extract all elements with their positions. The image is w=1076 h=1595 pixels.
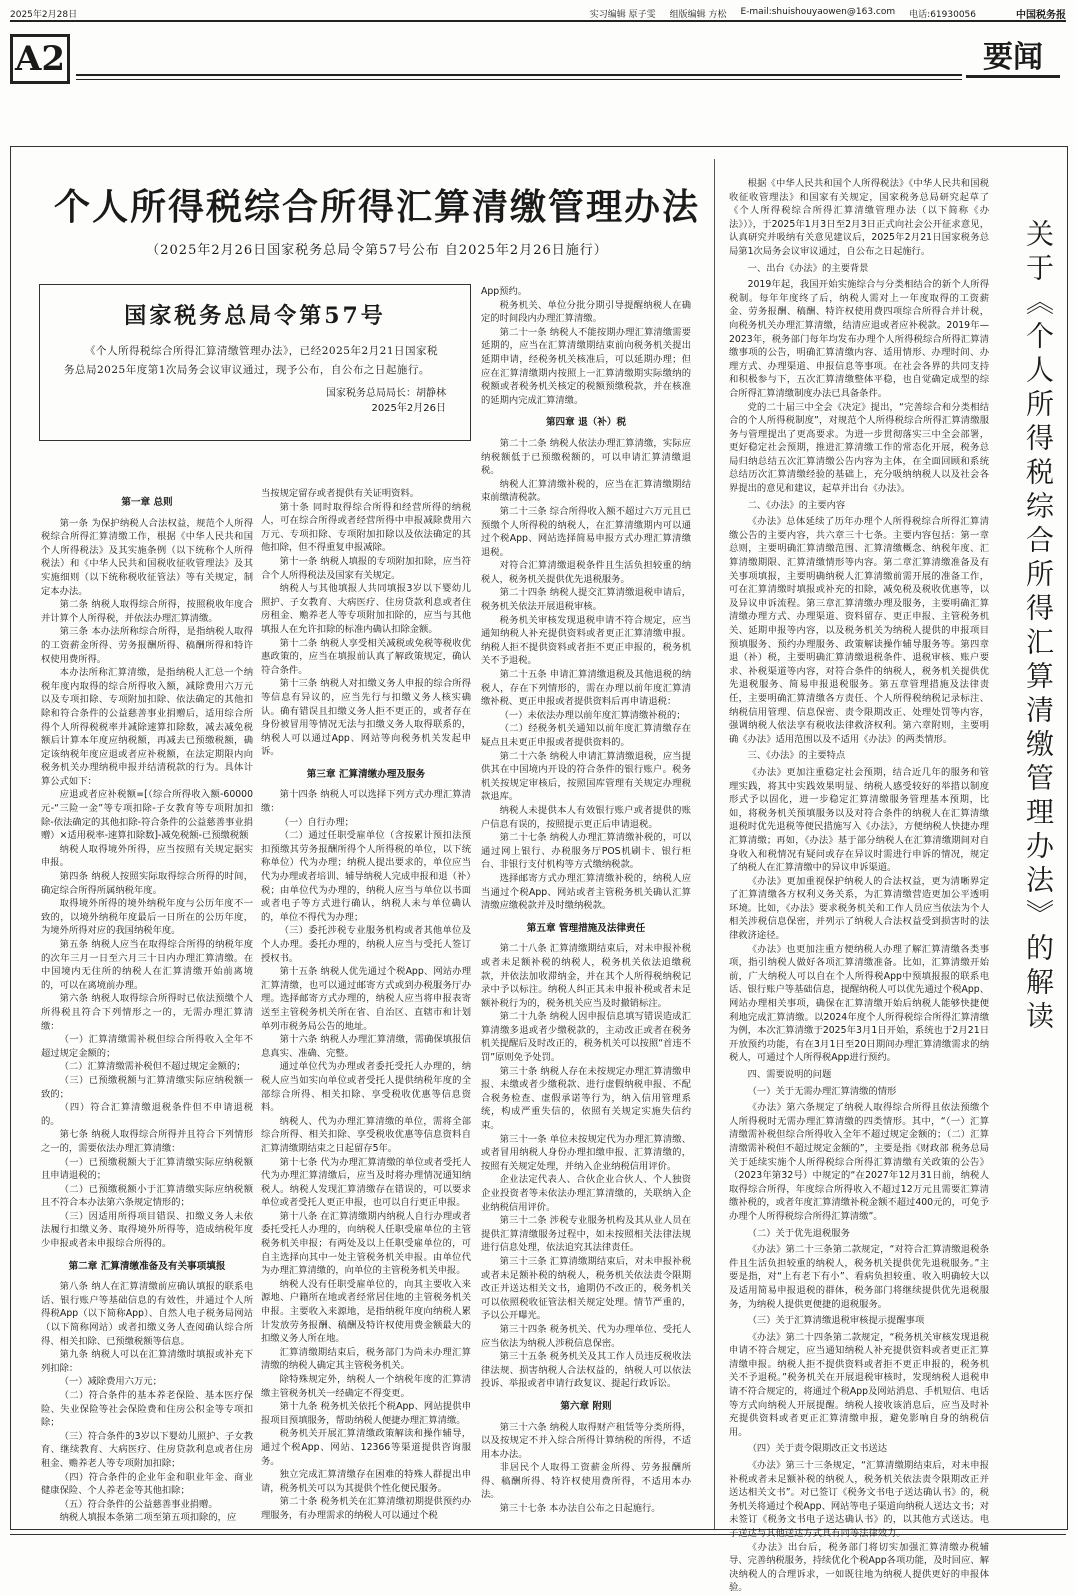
page-header [10,26,1066,90]
list-item: （五）符合条件的公益慈善事业捐赠。 [59,1498,218,1510]
article-paragraph: 第十六条 纳税人办理汇算清缴，需确保填报信息真实、准确、完整。 [261,1034,471,1059]
list-item: （二）经税务机关通知以前年度汇算清缴存在疑点且未更正申报或者提供资料的。 [481,723,691,748]
list-item: （二）已预缴税额小于汇算清缴实际应纳税额且不符合本办法第六条规定情形的； [41,1183,253,1209]
article-paragraph: 第三十五条 税务机关及其工作人员违反税收法律法规、损害纳税人合法权益的，纳税人可以依法投诉、举报或者申请行政复议、提起行政诉讼。 [481,1351,691,1390]
interp-paragraph: 《办法》第二十三条第二款规定，“对符合汇算清缴退税条件且生活负担较重的纳税人，税务机关提供优先退税服务。”主要是指，对“上有老下有小”、看病负担较重、收入明确较大以及适用简易申报退税的群体，税务部门将继续提供优先退税服务，为纳税人提供更便捷的退税服务。 [729,1244,989,1310]
article-paragraph: 纳税人汇算清缴补税的，应当在汇算清缴期结束前缴清税款。 [481,478,691,504]
article-subtitle: （2025年2月26日国家税务总局令第57号公布 自2025年2月26日施行） [146,243,608,258]
interp-paragraph: 《办法》第六条规定了纳税人取得综合所得且依法预缴个人所得税时无需办理汇算清缴的四类情形。其中，“（一）汇算清缴需补税但综合所得收入全年不超过规定金额的；（二）汇算清缴需补税但不超过规定金额的”，主要是指《财政部 税务总局关于延续实施个人所得税综合所得汇算清缴有关政策的公告》（2023年第32号）中规定的“在2027年12月31日前，纳税人取得综合所得，年度综合所得收入不超过12万元且需要汇算清缴补税的，或者年度汇算清缴补税金额不超过400元的，可免予办理个人所得税综合所得汇算清缴”。 [729,1102,989,1222]
order-signature [64,386,446,416]
list-item: （三）委托涉税专业服务机构或者其他单位及个人办理。委托办理的，纳税人应当与受托人签订授权书。 [261,925,471,964]
interpretation-column [729,177,989,1594]
chapter-heading: 第五章 管理措施及法律责任 [526,922,646,934]
header-rule [76,74,962,80]
chapter-heading: 第二章 汇算清缴准备及有关事项填报 [68,1260,226,1272]
article-paragraph: 税务机关审核发现退税申请不符合规定，应当通知纳税人补充提供资料或者更正汇算清缴申报。纳税人拒不提供资料或者拒不更正申报的，税务机关不予退税。 [481,614,691,667]
article-paragraph: 第二十五条 申请汇算清缴退税及其他退税的纳税人，存在下列情形的，需在办理以前年度汇算清缴补税、更正申报或者提供资料后再申请退税： [481,669,691,708]
article-paragraph: 第十九条 税务机关依托个税App、网站提供申报项目预填服务，帮助纳税人便捷办理汇算清缴。 [261,1401,471,1426]
list-item: （一）汇算清缴需补税但综合所得收入全年不超过规定金额的； [41,1034,253,1059]
interp-paragraph: 《办法》第二十四条第二款规定，“税务机关审核发现退税申请不符合规定，应当通知纳税人补充提供资料或者更正汇算清缴申报。纳税人拒不提供资料或者拒不更正申报的，税务机关不予退税。”税务机关在开展退税审核时，发现纳税人退税申请不符合规定的，将通过个税App及网站消息、手机短信、电话等方式向纳税人开展提醒。纳税人接收该消息后，应当及时补充提供资料或者更正汇算清缴申报，避免影响自身的纳税信用。 [729,1331,989,1438]
interp-paragraph: 《办法》也更加注重方便纳税人办理了解汇算清缴各类事项，指引纳税人做好各项汇算清缴准备。比如，汇算清缴开始前，广大纳税人可以自在个人所得税App中预填报报的联系电话、银行账户等基础信息，提醒纳税人可以优先通过个税App、网站办理相关事项，确保在汇算清缴开始后纳税人能够快捷便利地完成汇算清缴。以2024年度个人所得税综合所得汇算清缴为例，本次汇算清缴于2025年3月1日开始，系统也于2月21日开放预约功能，有在3月1日至20日期间办理汇算清缴需求的纳税人，可通过个人所得税App进行预约。 [729,943,989,1064]
article-paragraph: 纳税人填报本条第二项至第五项扣除的，应 [59,1512,237,1524]
list-item: （三）符合条件的3岁以下婴幼儿照护、子女教育、继续教育、大病医疗、住房贷款利息或者住房租金、赡养老人等专项附加扣除； [41,1430,253,1469]
article-paragraph: 第三十一条 单位未按规定代为办理汇算清缴、或者冒用纳税人身份办理扣缴申报、汇算清缴的，按照有关规定处理，并纳入企业纳税信用评价。 [481,1133,691,1172]
interp-subheading: （二）关于优先退税服务 [747,1227,850,1239]
order-heading: 国家税务总局令第57号 [124,303,386,329]
regulation-column-1 [41,487,253,1524]
order-date: 2025年2月26日 [371,403,446,414]
interpretation-title: 关于《个人所得税综合所得汇算清缴管理办法》的解读 [1022,219,1055,1035]
article-paragraph: 第八条 纳人在汇算清缴前应确认填报的联系电话、银行账户等基础信息的有效性，并通过个人所得税App（以下简称App）、自然人电子税务局网站（以下简称网站）或者扣缴义务人查阅确认综合所得、相关扣除、已预缴税额等信息。 [41,1281,253,1347]
designer-credit: 组版编辑 方松 [669,9,727,20]
article-paragraph: 纳税人、代为办理汇算清缴的单位，需将全部综合所得、相关扣除、享受税收优惠等信息资料自汇算清缴期结束之日起留存5年。 [261,1115,471,1154]
article-paragraph: 纳税人取得境外所得，应当按照有关规定据实申报。 [41,843,253,869]
list-item: （二）通过任职受雇单位（含按累计预扣法预扣预缴其劳务报酬所得个人所得税的单位，以下统称单位）代为办理；纳税人提出要求的，单位应当代为办理或者培训、辅导纳税人完成申报和退（补）税；由单位代为办理的，纳税人应当与单位以书面或者电子等方式进行确认，纳税人未与单位确认的，单位不得代为办理； [261,830,471,923]
article-paragraph: 第三十四条 税务机关、代为办理单位、受托人应当依法为纳税人涉税信息保密。 [481,1323,691,1349]
list-item: （四）符合条件的企业年金和职业年金、商业健康保险、个人养老金等其他扣除； [41,1471,253,1497]
editor-credit: 实习编辑 原子雯 [589,9,656,20]
article-paragraph: 通过单位代为办理或者委托受托人办理的，纳税人应当如实向单位或者受托人提供纳税年度的全部综合所得、相关扣除、享受税收优惠等信息资料。 [261,1061,471,1114]
order-box [39,284,471,441]
interp-subheading: （三）关于汇算清缴退税审核提示提醒事项 [747,1315,925,1327]
interp-subheading: （四）关于责令限期改正文书送达 [747,1443,888,1455]
article-paragraph: 第三十条 纳税人存在未按规定办理汇算清缴申报、未缴或者少缴税款、进行虚假纳税申报、不配合税务检查、虚假承诺等行为，纳入信用管理系统，构成严重失信的，依照有关规定实施失信约束。 [481,1065,691,1132]
article-paragraph: 非居民个人取得工资薪金所得、劳务报酬所得、稿酬所得、特许权使用费所得，不适用本办法。 [481,1462,691,1501]
column-divider [714,159,715,1529]
article-paragraph: 第二十八条 汇算清缴期结束后，对未申报补税或者未足额补税的纳税人，税务机关依法追缴税款，并依法加收滞纳金，并在其个人所得税纳税记录中予以标注。纳税人纠正其未申报补税或者未足额补税行为的，税务机关应当及时撤销标注。 [481,943,691,1009]
article-paragraph: 汇算清缴期结束后，税务部门为尚未办理汇算清缴的纳税人确定其主管税务机关。 [261,1346,471,1372]
article-paragraph: 除特殊规定外，纳税人一个纳税年度的汇算清缴主管税务机关一经确定不得变更。 [261,1374,471,1399]
interp-heading: 四、需要说明的问题 [747,1069,832,1080]
article-paragraph: 第十二条 纳税人享受相关减税或免税等税收优惠政策的，应当在填报前认真了解政策规定，确认符合条件。 [261,637,471,676]
article-paragraph: 第二十七条 纳税人办理汇算清缴补税的，可以通过网上银行、办税服务厅POS机刷卡、银行柜台、非银行支付机构等方式缴纳税款。 [481,832,691,871]
article-paragraph: 第九条 纳税人可以在汇算清缴时填报或补充下列扣除： [41,1349,253,1374]
article-paragraph: 第十三条 纳税人对扣缴义务人申报的综合所得等信息有异议的，应当先行与扣缴义务人核实确认。确有错误且扣缴义务人拒不更正的，或者存在身份被冒用等情况无法与扣缴义务人取得联系的，纳税人可以通过App、网站等向税务机关发起申诉。 [261,678,471,758]
article-frame [10,146,1068,1594]
regulation-column-3 [481,285,691,1517]
list-item: （二）符合条件的基本养老保险、基本医疗保险、失业保险等社会保险费和住房公积金等专项扣除； [41,1390,253,1429]
interp-paragraph: 《办法》第三十三条规定，“汇算清缴期结束后，对未申报补税或者未足额补税的纳税人，税务机关依法责令限期改正并送达相关文书”。对已签订《税务文书电子送达确认书》的，税务机关将通过个税App、网站等电子渠道向纳税人送达文书；对未签订《税务文书电子送达确认书》的，以其他方式送达。电子送达与其他送达方式具有同等法律效力。 [729,1460,989,1539]
interp-paragraph: 《办法》更加注重稳定社会预期，结合近几年的服务和管理实践，将其中实践效果明显、纳税人感受较好的举措以制度形式予以固化，进一步稳定汇算清缴服务管理基本预期，比如，将税务机关预填服务以及对符合条件的纳税人在汇算清缴退税时优先退税等便民措施写入《办法》，方便纳税人快捷办理汇算清缴；再如，《办法》基于部分纳税人在汇算清缴期间对自身收入和税情况有疑问或存在异议时需进行申诉的情况，规定了纳税人在汇算清缴中的异议申诉渠道。 [729,766,989,874]
interp-heading: 一、出台《办法》的主要背景 [747,262,869,274]
article-paragraph: 第三十七条 本办法自公布之日起施行。 [499,1503,661,1515]
article-paragraph: 第二十四条 纳税人提交汇算清缴退税申请后，税务机关依法开展退税审核。 [481,587,691,613]
list-item: （一）减除费用六万元； [59,1376,162,1388]
article-paragraph: 第十八条 在汇算清缴期内纳税人自行办理或者委托受托人办理的，向纳税人任职受雇单位的主管税务机关申报；有两处及以上任职受雇单位的，可自主选择向其中一处主管税务机关申报。由单位代为办理汇算清缴的，向单位的主管税务机关申报。 [261,1210,471,1277]
article-title: 个人所得税综合所得汇算清缴管理办法 [53,186,700,228]
article-paragraph: 当按规定留存或者提供有关证明资料。 [261,488,420,499]
interp-paragraph: 根据《中华人民共和国个人所得税法》《中华人民共和国税收征收管理法》和国家有关规定，国家税务总局研究起草了《个人所得税综合所得汇算清缴管理办法（以下简称《办法》）》，于2025年1月3日至2月3日正式向社会公开征求意见，认真研究并吸纳有关意见建议后，2025年2月21日国家税务总局第1次局务会议审议通过，自公布之日起施行。 [729,178,989,257]
interp-paragraph: 《办法》总体延续了历年办理个人所得税综合所得汇算清缴公告的主要内容，共六章三十七条。主要内容包括：第一章总则，主要明确汇算清缴范围、汇算清缴概念、纳税年度、汇算清缴期限、汇算清缴情形等内容。第二章汇算清缴准备及有关事项填报，主要明确纳税人汇算清缴前需开展的准备工作，可在汇算清缴时填报或补充的扣除，减免税及税收优惠等，以及异议申诉流程。第三章汇算清缴办理及服务，主要明确汇算清缴办理方式、办理渠道、资料留存、更正申报、主管税务机关、延期申报等内容，以及税务机关为纳税人提供的申报项目预填服务、预约办理服务、政策解读操作辅导服务等。第四章退（补）税，主要明确汇算清缴退税条件、退税审核、账户要求、补税渠道等内容，对符合条件的纳税人，税务机关提供优先退税服务、简易申报退税服务。第五章管理措施及法律责任，主要明确汇算清缴各方责任、个人所得税纳税记录标注、纳税信用管理、信息保密、责令限期改正、处理处罚等内容，强调纳税人依法享有税收法律救济权利。第六章附则，主要明确《办法》适用范围以及不适用《办法》的两类情形。 [729,516,989,745]
article-paragraph: 独立完成汇算清缴存在困难的特殊人群提出申请，税务机关可以为其提供个性化便民服务。 [261,1469,471,1494]
interp-paragraph: 2019年起，我国开始实施综合与分类相结合的新个人所得税制。每年年度终了后，纳税人需对上一年度取得的工资薪金、劳务报酬、稿酬、特许权使用费四项综合所得合并计税，向税务机关办理汇算清缴，结清应退或者应补税款。2019年—2023年，税务部门每年均发布办理个人所得税综合所得汇算清缴事项的公告，明确汇算清缴内容、适用情形、办理时间、办理方式、办理渠道、申报信息等事项。在社会各界的共同支持和积极参与下，五次汇算清缴整体平稳，也自觉确定成型的综合所得汇算清缴制度办法已具备条件。 [729,279,989,399]
chapter-heading: 第四章 退（补）税 [545,417,627,429]
chapter-heading: 第三章 汇算清缴办理及服务 [306,768,426,780]
chapter-heading: 第六章 附则 [560,1400,612,1412]
article-paragraph: 第二十三条 综合所得收入额不超过六万元且已预缴个人所得税的纳税人，在汇算清缴期内可以通过个税App、网站选择简易申报方式办理汇算清缴退税。 [481,505,691,558]
article-paragraph: 第十五条 纳税人优先通过个税App、网站办理汇算清缴，也可以通过邮寄方式或到办税服务厅办理。选择邮寄方式办理的，纳税人应当将申报表寄送至主管税务机关所在省、自治区、直辖市和计划单列市税务局公告的地址。 [261,966,471,1032]
interp-heading: 三、《办法》的主要特点 [747,750,846,762]
article-paragraph: 第七条 纳税人取得综合所得并且符合下列情形之一的，需要依法办理汇算清缴： [41,1129,253,1154]
article-paragraph: 第十七条 代为办理汇算清缴的单位或者受托人代为办理汇算清缴后，应当及时将办理情况通知纳税人。纳税人发现汇算清缴存在错误的，可以要求单位或者受托人更正申报，也可以自行更正申报。 [261,1156,471,1209]
article-paragraph: App预约。 [481,286,528,297]
article-paragraph: 第十四条 纳税人可以选择下列方式办理汇算清缴： [261,789,471,815]
article-paragraph: 第二十九条 纳税人因申报信息填写错误造成汇算清缴多退或者少缴税款的，主动改正或者在税务机关提醒后及时改正的，税务机关可以按照“首违不罚”原则免予处罚。 [481,1011,691,1064]
article-paragraph: 第十一条 纳税人填报的专项附加扣除，应当符合个人所得税法及国家有关规定。 [261,555,471,581]
article-paragraph: 选择邮寄方式办理汇算清缴补税的，纳税人应当通过个税App、网站或者主管税务机关确认汇算清缴应缴税款并及时缴纳税款。 [481,872,691,912]
article-paragraph: 本办法所称汇算清缴，是指纳税人汇总一个纳税年度内取得的综合所得收入额，减除费用六万元以及专项扣除、专项附加扣除、依法确定的其他扣除和符合条件的公益慈善事业捐赠后，适用综合所得个人所得税税率并减除速算扣除数，减去减免税额后计算本年度应纳税额，再减去已预缴税额，确定该纳税年度应退或者应补税额，在法定期限内向税务机关办理纳税申报并结清税款的行为。具体计算公式如下： [41,667,253,787]
article-paragraph: 第十条 同时取得综合所得和经营所得的纳税人，可在综合所得或者经营所得中申报减除费用六万元、专项扣除、专项附加扣除以及依法确定的其他扣除，但不得重复申报减除。 [261,501,471,554]
article-paragraph: 第四条 纳税人按照实际取得综合所得的时间，确定综合所得所属纳税年度。 [41,871,253,896]
article-paragraph: 纳税人未提供本人有效银行账户或者提供的账户信息有误的，按照提示更正后申请退税。 [481,804,691,830]
article-paragraph: 第二十一条 纳税人不能按期办理汇算清缴需要延期的，应当在汇算清缴期结束前向税务机关提出延期申请，经税务机关核准后，可以延期办理；但应在汇算清缴期内按照上一汇算清缴期实际缴纳的税额或者税务机关核定的税额预缴税款，并在核准的延期内完成汇算清缴。 [481,326,691,406]
formula-paragraph: 应退或者应补税额=[（综合所得收入额-60000元-“三险一金”等专项扣除-子女教育等专项附加扣除-依法确定的其他扣除-符合条件的公益慈善事业捐赠）×适用税率-速算扣除数]-减免税额-已预缴税额 [41,789,253,842]
list-item: （三）因适用所得项目错误、扣缴义务人未依法履行扣缴义务、取得境外所得等，造成纳税年度少申报或者未申报综合所得的。 [41,1210,253,1250]
order-body: 《个人所得税综合所得汇算清缴管理办法》，已经2025年2月21日国家税务总局2025年度第1次局务会议审议通过，现予公布，自公布之日起施行。 [64,345,439,376]
article-paragraph: 纳税人与其他填报人共同填报3岁以下婴幼儿照护、子女教育、大病医疗、住房贷款利息或者住房租金、赡养老人等专项附加扣除的，应当与其他填报人在允许扣除的标准内确认扣除金额。 [261,583,471,635]
article-paragraph: 第二十六条 纳税人申请汇算清缴退税，应当提供其在中国境内开设的符合条件的银行账户。税务机关按规定审核后，按照国库管理有关规定办理税款退库。 [481,750,691,803]
list-item: （一）自行办理； [279,816,354,828]
article-paragraph: 企业法定代表人、合伙企业合伙人、个人独资企业投资者等未依法办理汇算清缴的，关联纳入企业纳税信用评价。 [481,1174,691,1213]
article-paragraph: 第二条 纳税人取得综合所得，按照税收年度合并计算个人所得税，并依法办理汇算清缴。 [41,599,253,624]
interp-heading: 二、《办法》的主要内容 [747,499,846,511]
regulation-column-2 [261,487,471,1521]
article-paragraph: 取得境外所得的境外纳税年度与公历年度不一致的，以境外纳税年度最后一日所在的公历年度，为境外所得对应的我国纳税年度。 [41,898,253,937]
interp-subheading: （一）关于无需办理汇算清缴的情形 [747,1085,897,1097]
section-name: 要闻 [966,32,1060,78]
issue-date: 2025年2月28日 [10,9,78,20]
article-paragraph: 对符合汇算清缴退税条件且生活负担较重的纳税人，税务机关提供优先退税服务。 [481,560,691,585]
contact-phone: 电话:61930056 [909,9,976,20]
article-paragraph: 第二十二条 纳税人依法办理汇算清缴，实际应纳税额低于已预缴税额的，可以申请汇算清缴退税。 [481,437,691,477]
order-signer: 国家税务总局局长：胡静林 [326,388,446,399]
list-item: （二）汇算清缴需补税但不超过规定金额的； [59,1061,246,1073]
list-item: （四）符合汇算清缴退税条件但不申请退税的。 [41,1102,253,1127]
article-paragraph: 第三十六条 纳税人取得财产租赁等分类所得，以及按规定不并入综合所得计算纳税的所得，不适用本办法。 [481,1421,691,1460]
interp-paragraph: 《办法》更加重视保护纳税人的合法权益，更为清晰界定了汇算清缴各方权利义务关系，为汇算清缴营造更加公平透明环境。比如，《办法》要求税务机关和工作人员应当依法为个人相关涉税信息保密，并列示了纳税人合法权益受到损害时的法律救济途径。 [729,875,989,942]
list-item: （一）已预缴税额大于汇算清缴实际应纳税额且申请退税的； [41,1156,253,1182]
article-paragraph: 税务机关、单位分批分期引导提醒纳税人在确定的时间段内办理汇算清缴。 [481,299,691,325]
page-number: A2 [10,34,70,84]
article-paragraph: 第三十二条 涉税专业服务机构及其从业人员在提供汇算清缴服务过程中，如未按照相关法律法规进行信息处理，依法追究其法律责任。 [481,1215,691,1254]
top-info-bar [10,6,1066,22]
article-paragraph: 税务机关开展汇算清缴政策解读和操作辅导，通过个税App、网站、12366等渠道提供咨询服务。 [261,1428,471,1467]
article-paragraph: 第三条 本办法所称综合所得，是指纳税人取得的工资薪金所得、劳务报酬所得、稿酬所得和特许权使用费所得。 [41,626,253,665]
interp-paragraph: 党的二十届三中全会《决定》提出，“完善综合和分类相结合的个人所得税制度”，对规范个人所得税综合所得汇算清缴服务与管理提出了更高要求。为进一步贯彻落实三中全会部署，更好稳定社会预期，推进汇算清缴工作的常态化开展，税务总局归纳总结五次汇算清缴公告内容为主体，在全面回顾和系统总结历次汇算清缴经验的基础上，充分吸纳纳税人以及社会各界提出的意见和建议，起草并出台《办法》。 [729,401,989,495]
article-paragraph: 第三十三条 汇算清缴期结束后，对未申报补税或者未足额补税的纳税人，税务机关依法责令限期改正并送达相关文书，逾期仍不改正的，税务机关可以依照税收征管法相关规定处理。情节严重的，予以公开曝光。 [481,1255,691,1322]
article-paragraph: 纳税人没有任职受雇单位的，向其主要收入来源地、户籍所在地或者经常居住地的主管税务机关申报。主要收入来源地，是指纳税年度向纳税人累计发放劳务报酬、稿酬及特许权使用费金额最大的扣缴义务人所在地。 [261,1278,471,1345]
article-paragraph: 第二十条 税务机关在汇算清缴初期提供预约办理服务，有办理需求的纳税人可以通过个税 [261,1496,471,1521]
chapter-heading: 第一章 总则 [121,497,173,508]
list-item: （三）已预缴税额与汇算清缴实际应纳税额一致的； [41,1074,253,1100]
article-paragraph: 第六条 纳税人取得综合所得时已依法预缴个人所得税且符合下列情形之一的，无需办理汇算清缴： [41,993,253,1032]
article-paragraph: 第一条 为保护纳税人合法权益，规范个人所得税综合所得汇算清缴工作，根据《中华人民共和国个人所得税法》及其实施条例（以下统称个人所得税法）和《中华人民共和国税收征收管理法》及其实施细则（以下统称税收征管法）等有关规定，制定本办法。 [41,517,253,597]
paper-name: 中国税务报 [1016,9,1066,21]
article-paragraph: 第五条 纳税人应当在取得综合所得的纳税年度的次年三月一日至六月三十日内办理汇算清缴。在中国境内无住所的纳税人在汇算清缴开始前离境的，可以在离境前办理。 [41,939,253,991]
bottom-rule [10,1534,1066,1535]
contact-email: E-mail:shuishouyaowen@163.com [740,6,896,17]
interp-paragraph: 《办法》出台后，税务部门将切实加强汇算清缴办税辅导、完善纳税服务，持续优化个税App各项功能，及时回应、解决纳税人的合理诉求，一如既往地为纳税人提供更好的申报体验。 [729,1541,989,1594]
list-item: （一）未依法办理以前年度汇算清缴补税的； [499,709,686,721]
